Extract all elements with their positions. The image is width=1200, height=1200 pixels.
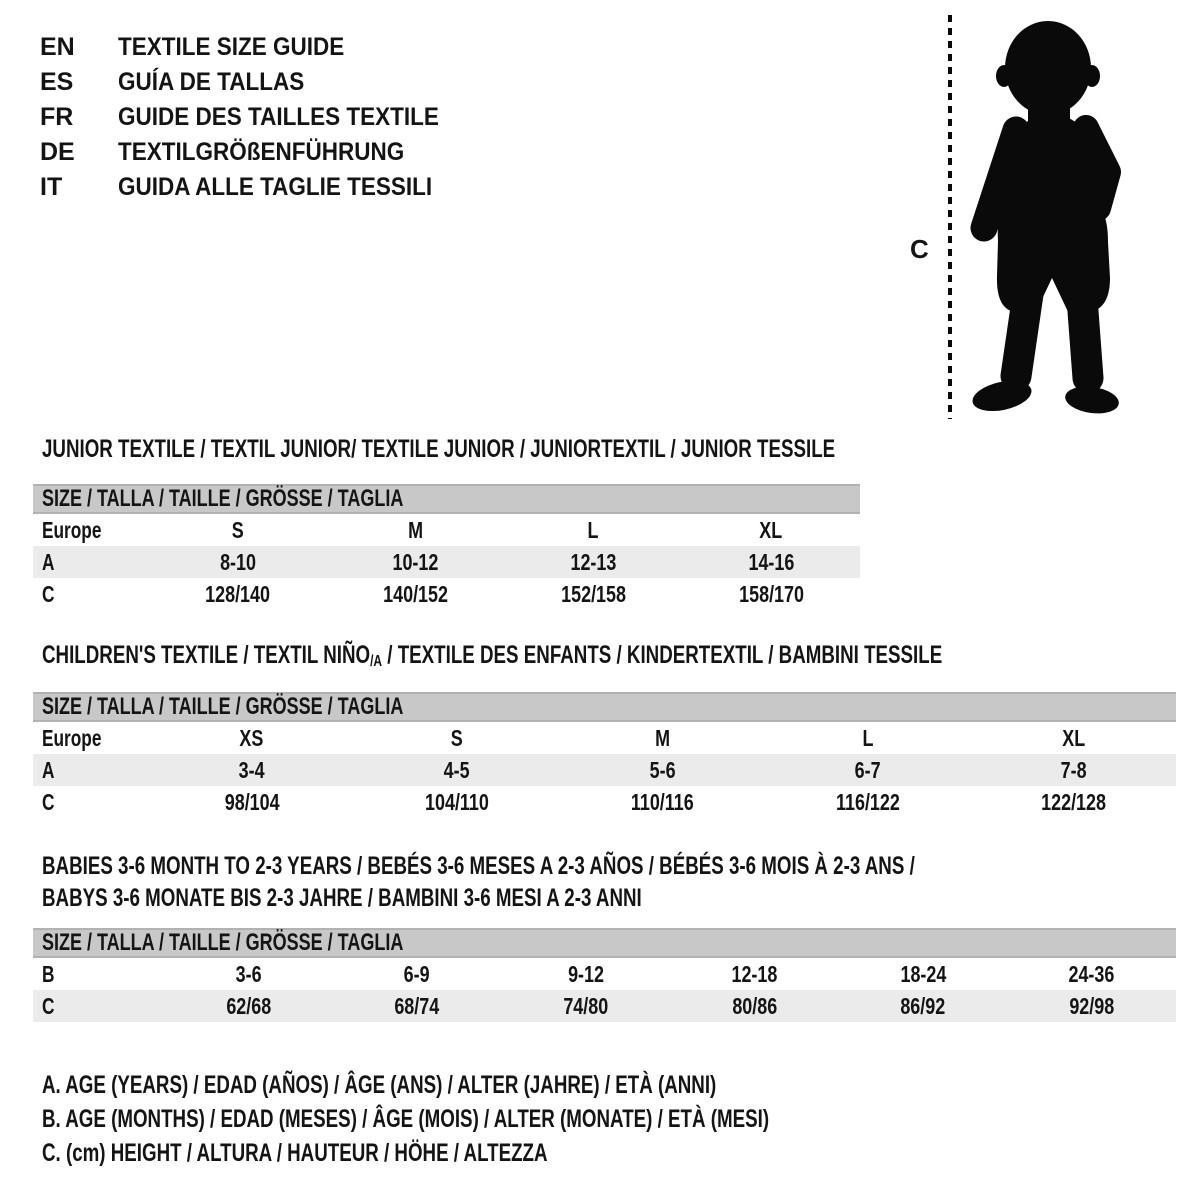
row-label	[33, 757, 149, 784]
cell	[149, 581, 327, 608]
cell-text: 140/152	[383, 580, 449, 607]
cell-text: 68/74	[394, 992, 440, 1019]
language-row-it	[40, 170, 475, 205]
cell-text: 104/110	[425, 788, 490, 815]
cell	[1007, 993, 1176, 1020]
cell-text: 110/116	[631, 788, 694, 815]
size-header-text: SIZE / TALLA / TAILLE / GRÖSSE / TAGLIA	[42, 485, 404, 512]
cell-text: 10-12	[392, 548, 439, 575]
row-label	[33, 549, 149, 576]
cell-text: 158/170	[738, 580, 804, 607]
cell	[505, 549, 683, 576]
cell-text: 24-36	[1068, 960, 1115, 987]
cell-text: 3-6	[235, 960, 262, 987]
cell-text: 152/158	[560, 580, 626, 607]
row-label	[33, 725, 149, 752]
legend-row-c	[42, 1136, 1011, 1170]
babies-title-line2: BABYS 3-6 MONATE BIS 2-3 JAHRE / BAMBINI 3-6 MESI A 2-3 ANNI	[42, 884, 642, 912]
cell-text: 18-24	[900, 960, 946, 987]
cell	[765, 757, 970, 784]
table-row	[33, 546, 860, 578]
cell-text: L	[587, 516, 599, 543]
table-row	[33, 578, 860, 610]
cell	[333, 993, 502, 1020]
cell-text: XL	[1061, 724, 1085, 751]
cell-text: 12-18	[731, 960, 778, 987]
table-row	[33, 786, 1176, 818]
cell	[149, 789, 354, 816]
title-pre: CHILDREN'S TEXTILE / TEXTIL NIÑO	[42, 641, 371, 669]
cell	[327, 549, 505, 576]
cell-text: 98/104	[224, 788, 280, 815]
row-label-text: C	[42, 788, 55, 815]
size-header-band	[33, 692, 1176, 722]
cell	[354, 725, 559, 752]
cell	[164, 993, 333, 1020]
language-code: FR	[40, 103, 74, 131]
children-section-title	[42, 642, 1200, 675]
children-section-title-text	[42, 642, 942, 675]
title-post: / TEXTILE DES ENFANTS / KINDERTEXTIL / BAMBINI TESSILE	[382, 641, 943, 669]
legend-text: C. (cm) HEIGHT / ALTURA / HAUTEUR / HÖHE / ALTEZZA	[42, 1139, 548, 1167]
cell-text: 122/128	[1040, 788, 1106, 815]
cell-text: 86/92	[900, 992, 946, 1019]
table-row	[33, 722, 1176, 754]
row-label	[33, 961, 164, 988]
cell	[682, 517, 860, 544]
language-code: DE	[40, 138, 75, 166]
cell	[765, 789, 970, 816]
legend-text: B. AGE (MONTHS) / EDAD (MESES) / ÂGE (MOIS) / ALTER (MONATE) / ETÀ (MESI)	[42, 1105, 770, 1133]
cell	[149, 725, 354, 752]
cell-text: 92/98	[1069, 992, 1115, 1019]
language-code: IT	[40, 173, 63, 201]
height-measure-label: C	[910, 234, 929, 264]
cell-text: L	[862, 724, 874, 751]
cell	[839, 961, 1008, 988]
legend-row-b	[42, 1102, 1011, 1136]
height-dashed-line	[948, 15, 952, 419]
cell	[560, 789, 765, 816]
cell-text: XS	[239, 724, 264, 751]
cell	[149, 757, 354, 784]
cell	[682, 581, 860, 608]
cell-text: 74/80	[563, 992, 609, 1019]
row-label-text: A	[42, 756, 55, 783]
cell	[971, 757, 1176, 784]
cell-text: S	[451, 724, 464, 751]
cell-text: M	[408, 516, 424, 543]
cell	[501, 961, 670, 988]
cell-text: 80/86	[731, 992, 777, 1019]
language-row-fr	[40, 100, 475, 135]
language-row-en	[40, 30, 475, 65]
size-header-band	[33, 928, 1176, 958]
legend-row-a	[42, 1068, 1011, 1102]
cell-text: 8-10	[219, 548, 256, 575]
row-label	[33, 581, 149, 608]
cell-text: 128/140	[205, 580, 271, 607]
language-row-de	[40, 135, 475, 170]
row-label	[33, 993, 164, 1020]
cell	[505, 517, 683, 544]
size-header-text: SIZE / TALLA / TAILLE / GRÖSSE / TAGLIA	[42, 693, 404, 720]
table-row	[33, 958, 1176, 990]
cell-text: S	[231, 516, 244, 543]
language-row-es	[40, 65, 475, 100]
cell	[354, 757, 559, 784]
cell	[501, 993, 670, 1020]
cell-text: M	[655, 724, 670, 751]
cell	[327, 517, 505, 544]
row-label-text: A	[42, 548, 55, 575]
title-subscript: /A	[370, 653, 383, 670]
language-code: EN	[40, 33, 75, 61]
row-label-text: C	[42, 580, 55, 607]
cell	[333, 961, 502, 988]
row-label-text: B	[42, 960, 55, 987]
legend	[42, 1068, 1011, 1170]
cell-text: 5-6	[649, 756, 676, 783]
cell	[670, 993, 839, 1020]
cell-text: 62/68	[225, 992, 271, 1019]
babies-size-table	[33, 928, 1176, 1022]
table-row	[33, 754, 1176, 786]
table-row	[33, 514, 860, 546]
cell-text: 116/122	[835, 788, 900, 815]
size-header-band	[33, 484, 860, 514]
cell	[354, 789, 559, 816]
cell-text: XL	[759, 516, 783, 543]
cell	[164, 961, 333, 988]
junior-section-title	[42, 436, 1100, 462]
size-header-text: SIZE / TALLA / TAILLE / GRÖSSE / TAGLIA	[42, 929, 404, 956]
cell	[765, 725, 970, 752]
language-title: TEXTILE SIZE GUIDE	[118, 33, 345, 61]
row-label-text: Europe	[42, 516, 102, 543]
table-row	[33, 990, 1176, 1022]
toddler-silhouette	[968, 16, 1140, 420]
cell	[839, 993, 1008, 1020]
cell	[670, 961, 839, 988]
babies-title-line1: BABIES 3-6 MONTH TO 2-3 YEARS / BEBÉS 3-6 MESES A 2-3 AÑOS / BÉBÉS 3-6 MOIS À 2-3 ANS /	[42, 852, 915, 880]
junior-size-table	[33, 484, 860, 610]
language-code: ES	[40, 68, 74, 96]
cell-text: 6-7	[854, 756, 881, 783]
row-label-text: Europe	[42, 724, 102, 751]
babies-section-title	[42, 850, 1200, 914]
cell	[682, 549, 860, 576]
cell-text: 4-5	[444, 756, 471, 783]
cell-text: 3-4	[238, 756, 265, 783]
language-title: GUIDA ALLE TAGLIE TESSILI	[118, 173, 433, 201]
legend-text: A. AGE (YEARS) / EDAD (AÑOS) / ÂGE (ANS) / ALTER (JAHRE) / ETÀ (ANNI)	[42, 1071, 717, 1099]
junior-section-title-text: JUNIOR TEXTILE / TEXTIL JUNIOR/ TEXTILE JUNIOR / JUNIORTEXTIL / JUNIOR TESSILE	[42, 435, 836, 463]
cell	[505, 581, 683, 608]
cell	[149, 549, 327, 576]
language-list	[40, 30, 475, 205]
children-size-table	[33, 692, 1176, 818]
row-label	[33, 789, 149, 816]
cell-text: 14-16	[748, 548, 795, 575]
row-label-text: C	[42, 992, 55, 1019]
cell-text: 6-9	[404, 960, 430, 987]
row-label	[33, 517, 149, 544]
language-title: GUIDE DES TAILLES TEXTILE	[118, 103, 439, 131]
cell	[971, 789, 1176, 816]
cell	[327, 581, 505, 608]
cell-text: 9-12	[567, 960, 604, 987]
language-title: GUÍA DE TALLAS	[118, 68, 305, 96]
language-title: TEXTILGRÖßENFÜHRUNG	[118, 138, 405, 166]
cell	[560, 757, 765, 784]
cell	[560, 725, 765, 752]
cell-text: 12-13	[570, 548, 617, 575]
cell	[1007, 961, 1176, 988]
cell	[149, 517, 327, 544]
cell	[971, 725, 1176, 752]
cell-text: 7-8	[1060, 756, 1087, 783]
